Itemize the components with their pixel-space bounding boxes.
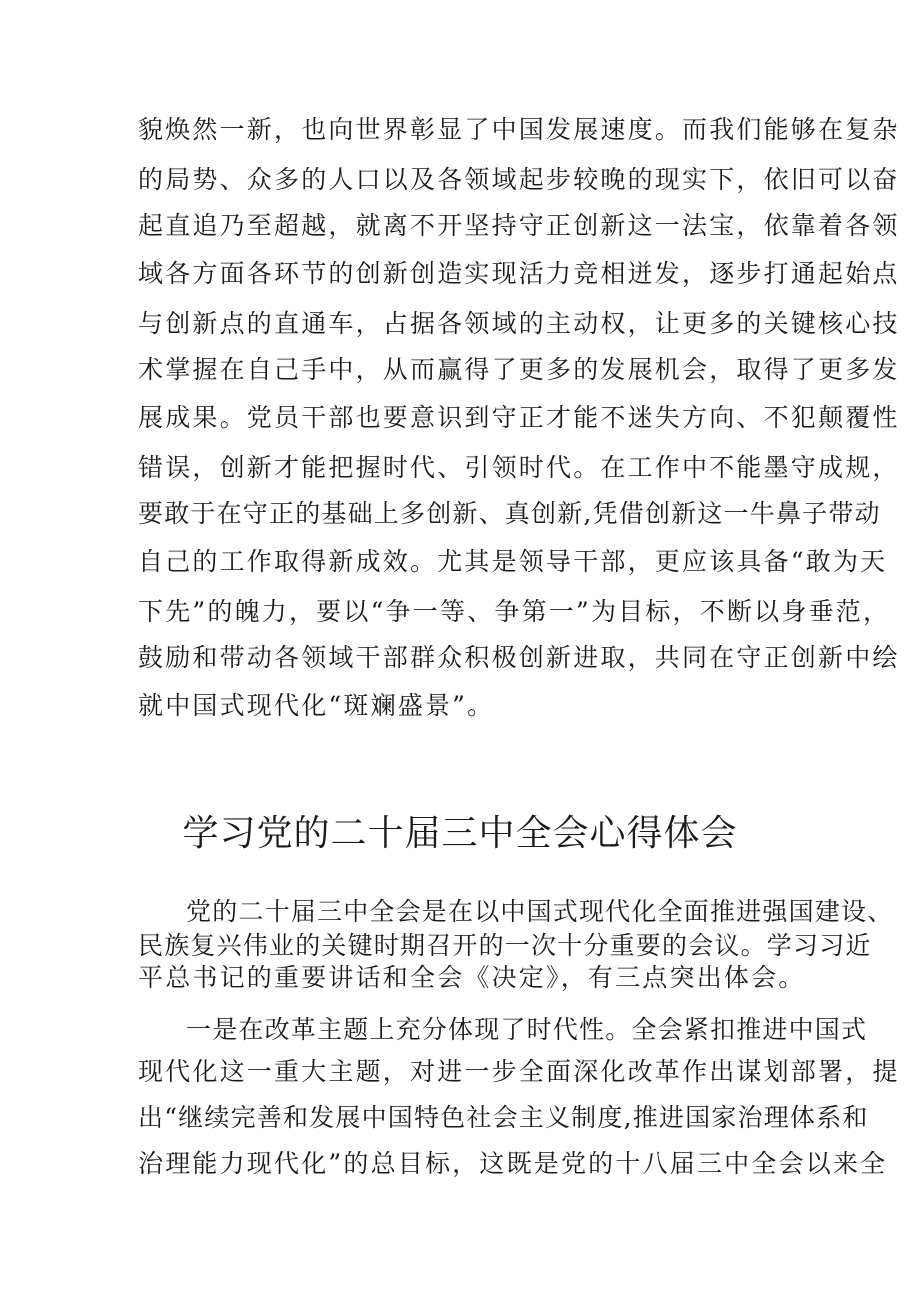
body-text-line: 现代化这一重大主题，对进一步全面深化改革作出谋划部署，提 (138, 1057, 900, 1086)
body-text-line: 出“继续完善和发展中国特色社会主义制度,推进国家治理体系和 (138, 1103, 869, 1132)
paragraph-first-line: 一是在改革主题上充分体现了时代性。全会紧扣推进中国式 (186, 1015, 868, 1044)
body-text-line: 与创新点的直通车，占据各领域的主动权，让更多的关键核心技 (138, 309, 900, 338)
body-text-line: 起直追乃至超越，就离不开坚持守正创新这一法宝，依靠着各领 (138, 211, 900, 240)
body-text-line: 鼓励和带动各领域干部群众积极创新进取，共同在守正创新中绘 (138, 643, 900, 672)
body-text-line: 的局势、众多的人口以及各领域起步较晚的现实下，依旧可以奋 (138, 165, 900, 194)
body-text-line: 自己的工作取得新成效。尤其是领导干部，更应该具备“敢为天 (138, 547, 888, 576)
paragraph-first-line: 党的二十届三中全会是在以中国式现代化全面推进强国建设、 (186, 897, 894, 926)
section-heading: 学习党的二十届三中全会心得体会 (182, 813, 738, 855)
body-text-line: 展成果。党员干部也要意识到守正才能不迷失方向、不犯颠覆性 (138, 403, 900, 432)
body-text-line: 域各方面各环节的创新创造实现活力竞相迸发，逐步打通起始点 (138, 259, 900, 288)
body-text-line: 平总书记的重要讲话和全会《决定》，有三点突出体会。 (138, 963, 806, 992)
body-text-line: 民族复兴伟业的关键时期召开的一次十分重要的会议。学习习近 (138, 931, 872, 960)
body-text-line: 术掌握在自己手中，从而赢得了更多的发展机会，取得了更多发 (138, 355, 900, 384)
body-text-line: 治理能力现代化”的总目标，这既是党的十八届三中全会以来全 (138, 1149, 888, 1178)
body-text-line: 要敢于在守正的基础上多创新、真创新,凭借创新这一牛鼻子带动 (138, 499, 881, 528)
body-text-line: 错误，创新才能把握时代、引领时代。在工作中不能墨守成规， (138, 453, 900, 482)
body-text-line: 貌焕然一新，也向世界彰显了中国发展速度。而我们能够在复杂 (138, 115, 900, 144)
body-text-line: 下先”的魄力，要以“争一等、争第一”为目标，不断以身垂范， (138, 597, 891, 626)
body-text-line: 就中国式现代化“斑斓盛景”。 (138, 691, 495, 720)
